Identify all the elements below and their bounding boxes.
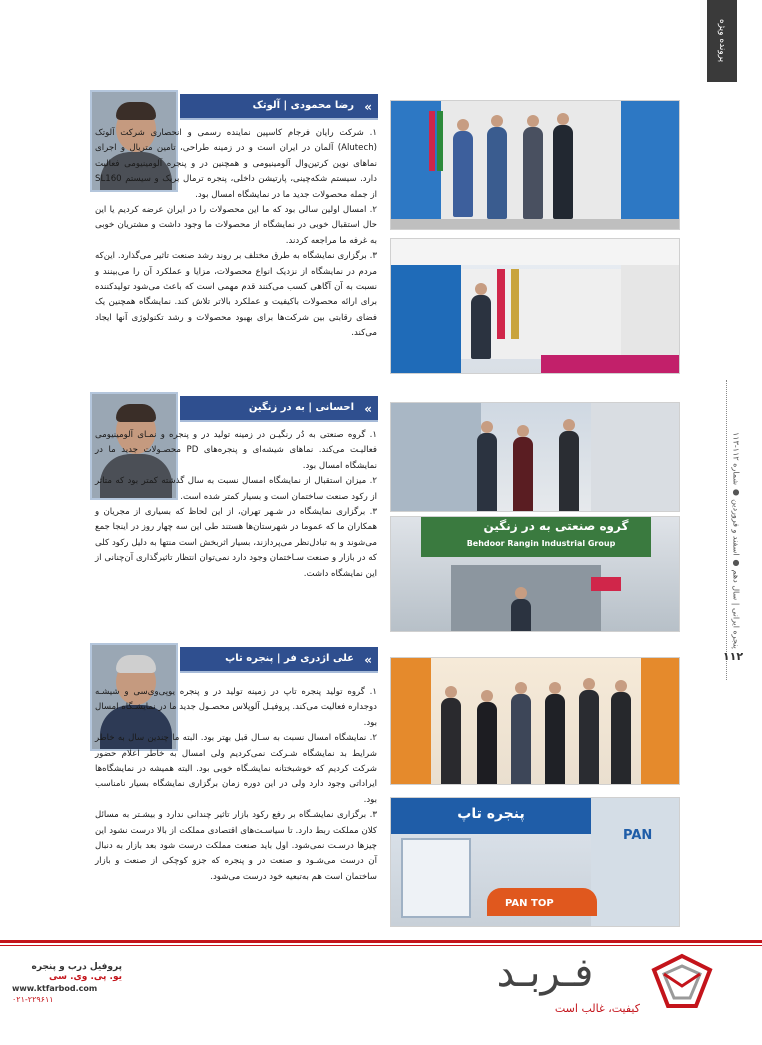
page-number: ۱۱۲ <box>722 650 744 663</box>
profile-section-2 <box>0 392 700 636</box>
paragraph: ۱. شرکت رایان فرجام کاسپین نماینده رسمی و انحصاری شرکت آلوتک (Alutech) آلمان در ایران است و در زمینه طراحی، تامین متریال و اجرای نماهای نوین کرتین‌وال آلومینیومی و همچنین در و پنجره آلومینیومی فعالیت دارد. سیستم شکه‌چینی، پارتیشن داخلی، پنجره ترمال بریک و سیستم SL160 از جمله محصولات جدید ما در نمایشگاه امسال بود. <box>95 128 377 200</box>
profile-name: علی اژدری فر | پنجره تاپ <box>225 653 354 664</box>
booth-photo <box>390 238 680 374</box>
brand-shield-icon <box>650 952 714 1010</box>
paragraph: ۳. برگزاری نمایشگاه به طرق مختلف بر روند رشد صنعت تاثیر می‌گذارد. این‌که مردم در نمایشگاه از نزدیک انواع محصولات، مزایا و عملکرد آن را می‌بینند و نسبت به آن آگاهی کسب می‌کنند قدم مهمی است که باعث می‌شود تولیدکننده برای ارائه محصولات باکیفیت و عملکرد بالاتر تلاش کند. نمایشگاه همچنین یک فضای رقابتی بین شرکت‌ها برای بهبود محصولات و رشد تکنولوژی آنها ایجاد می‌کند. <box>95 251 377 339</box>
paragraph: ۱. گروه تولید پنجره تاپ در زمینه تولید در و پنجره یوپی‌وی‌سی و شیشـه دوجداره فعالیت می‌کند. پروفیـل آلوپلاس محصـول جدید ما در نمایشـگاه امسال بود. <box>95 687 377 728</box>
profile-text <box>95 126 377 342</box>
footer-divider <box>0 940 762 943</box>
profile-text <box>95 685 377 885</box>
chevron-icon: » <box>364 402 372 416</box>
profile-name-bar <box>180 94 378 120</box>
footer-divider <box>0 945 762 946</box>
booth-photo <box>390 402 680 512</box>
profile-name-bar <box>180 647 378 673</box>
booth-brand-side: PAN <box>623 828 653 843</box>
booth-photo <box>390 516 680 632</box>
profile-name: رضا محمودی | آلوتک <box>252 100 354 111</box>
booth-sign-en: Behdoor Rangin Industrial Group <box>466 539 616 548</box>
group-photo <box>390 657 680 785</box>
profile-section-3 <box>0 643 700 929</box>
profile-section-1 <box>0 90 700 380</box>
profile-text <box>95 428 377 582</box>
advert-url: www.ktfarbod.com <box>12 984 98 993</box>
paragraph: ۱. گروه صنعتی به دُر رنگیـن در زمینه تولید در و پنجره و نمـای آلومینیومی فعالیـت می‌کند. نماهای شیشه‌ای و پنجره‌های PD محصـولات جدید ما در نمایشگاه امسال بود. <box>95 430 377 471</box>
profile-name: احسانی | به در زنگین <box>248 402 354 413</box>
paragraph: ۳. برگزاری نمایشگاه در شـهر تهران، از این لحاظ که بسیاری از مجریان و همکاران ما که عموما در شهرستان‌ها هستند طی این سه چهار روز در اینجا جمع می‌شوند و به تبادل‌نظر می‌پردازند، بسیار اثربخش است منتها به دلیل رکود کلی که در بازار و صنعت سـاختمان وجود دارد نمی‌توان انتظار تاثیرگذاری آن‌چنانی از این نمایشگاه داشت. <box>95 507 377 579</box>
booth-sign: پنجره تاپ <box>457 806 525 822</box>
advert-line: پروفیل درب و پنجره <box>31 962 122 972</box>
booth-photo <box>390 797 680 927</box>
paragraph: ۲. میزان استقبال از نمایشگاه امسال نسبت به سال گذشته کمتر بود که متاثر از رکود صنعت ساختمان است و بسیار کمتر شده است. <box>95 476 377 502</box>
chevron-icon: » <box>364 653 372 667</box>
section-tab: پرونده ویژه <box>707 0 737 82</box>
profile-name-bar <box>180 396 378 422</box>
paragraph: ۲. نمایشگاه امسال نسبت به سـال قبل بهتر بود. البته ما چندین سال به خاطر شرایط بد نمایشگاه شـرکت نمی‌کردیم ولی امسال به خاطر اعلام حضور شرکت کردیم که خوشبختانه نمایشـگاه خوبی بود. البته همیشه در نمایشگاه‌ها ایراداتی وجود دارد ولی در این دوره زمان برگزاری نمایشگاه بسیار نامناسب بود. <box>95 733 377 805</box>
booth-sign: گروه صنعتی به در زنگین <box>483 519 629 533</box>
brand-tagline: کیفیت، غالب است <box>554 1002 640 1015</box>
issue-line: پنجره ایرانی | سال دهم ● اسفند و فروردین ● شماره ۱۱۲-۱۱۳ <box>731 431 741 649</box>
advert-brand-block <box>12 962 122 1004</box>
brand-logo-wordmark: فـربـد <box>496 950 594 996</box>
chevron-icon: » <box>364 100 372 114</box>
booth-brand: PAN TOP <box>505 898 554 909</box>
advert-line: یو. پی. وی. سی <box>49 972 122 982</box>
booth-photo <box>390 100 680 230</box>
paragraph: ۲. امسال اولین سالی بود که ما این محصولات را در ایران عرضه کردیم یا این حال استقبال خوبی در نمایشگاه از محصولات ما وجود داشت و مشتریان خوبی به غرفه ما مراجعه کردند. <box>95 205 377 246</box>
advert-phone: ۰۲۱-۲۲۹۶۱۱ <box>12 995 54 1004</box>
paragraph: ۳. برگزاری نمایشـگاه بر رفع رکود بازار تاثیر چندانی ندارد و بیشـتر به مسائل کلان مملکت ربط دارد. تا سیاسـت‌های اقتصادی مملکت از بالا درست نشود این چیزها درسـت نمی‌شود. اول باید صنعت مملکت درست شود بعد بازار به دنبال آن درست می‌شـود و صنعت در و پنجره که جزو کوچکی از صنعت و بازار ساختمان است هم به‌تبعیه خود درست می‌شود. <box>95 810 377 882</box>
